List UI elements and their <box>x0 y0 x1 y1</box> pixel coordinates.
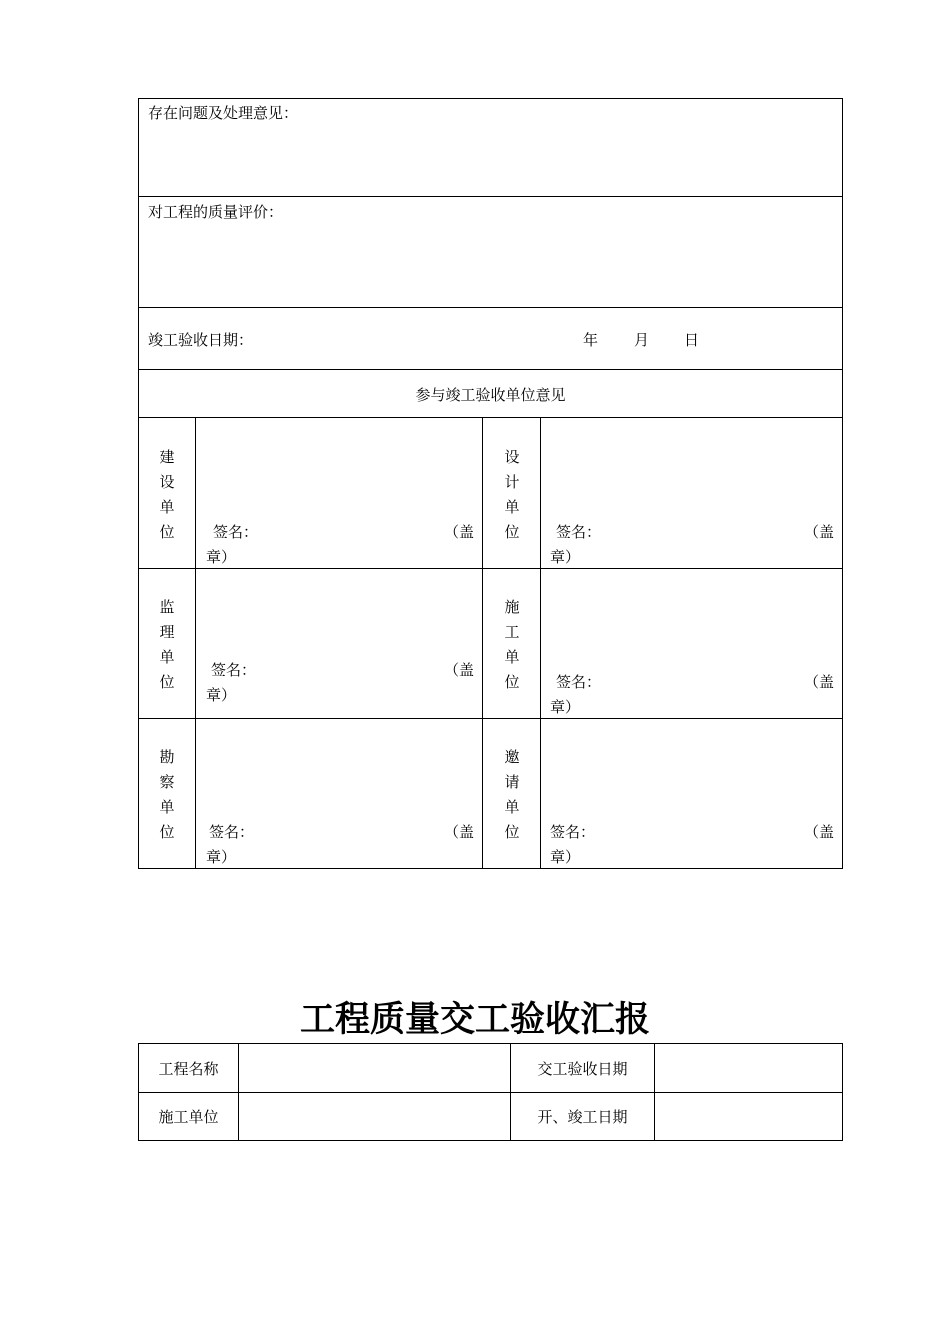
contractor-field[interactable] <box>239 1093 510 1140</box>
date-month-label: 月 <box>634 331 650 349</box>
project-name-label: 工程名称 <box>158 1060 219 1078</box>
start-finish-date-label: 开、竣工日期 <box>537 1108 628 1126</box>
form1-col-divider <box>540 417 541 869</box>
form1-border-left <box>138 98 139 869</box>
start-finish-date-field[interactable] <box>655 1093 842 1140</box>
date-day-label: 日 <box>684 331 700 349</box>
handover-date-field[interactable] <box>655 1044 842 1092</box>
form1-divider <box>138 718 843 719</box>
form1-border-bottom <box>138 868 843 869</box>
form2-border-right <box>842 1043 843 1141</box>
seal-label-open: （盖 <box>444 661 475 679</box>
unit-name-construction: 建设单位 <box>159 448 175 541</box>
unit-name-contractor: 施工单位 <box>504 598 520 691</box>
form1-divider <box>138 417 843 418</box>
form1-border-right <box>842 98 843 869</box>
seal-label-close: 章） <box>206 548 237 566</box>
seal-label-close: 章） <box>550 698 581 716</box>
seal-label-open: （盖 <box>804 523 835 541</box>
seal-label-close: 章） <box>206 686 237 704</box>
seal-label-close: 章） <box>550 548 581 566</box>
unit-name-invited: 邀请单位 <box>504 748 520 841</box>
sign-label: 签名： <box>209 823 255 841</box>
form2-border-bottom <box>138 1140 843 1141</box>
project-name-field[interactable] <box>239 1044 510 1092</box>
form2-title: 工程质量交工验收汇报 <box>299 999 650 1040</box>
completion-date-label: 竣工验收日期： <box>148 331 254 349</box>
seal-label-close: 章） <box>206 848 237 866</box>
unit-name-design: 设计单位 <box>504 448 520 541</box>
sign-label: 签名： <box>556 523 602 541</box>
form1-divider <box>138 307 843 308</box>
date-year-label: 年 <box>583 331 599 349</box>
quality-evaluation-label: 对工程的质量评价： <box>148 203 284 221</box>
contractor-label: 施工单位 <box>158 1108 219 1126</box>
form1-divider <box>138 369 843 370</box>
problems-label: 存在问题及处理意见： <box>148 104 299 122</box>
form1-col-divider <box>482 417 483 869</box>
seal-label-open: （盖 <box>444 823 475 841</box>
opinions-heading: 参与竣工验收单位意见 <box>415 386 566 404</box>
form1-divider <box>138 568 843 569</box>
form1-divider <box>138 196 843 197</box>
sign-label: 签名： <box>550 823 596 841</box>
form1-border-top <box>138 98 843 99</box>
handover-date-label: 交工验收日期 <box>537 1060 628 1078</box>
unit-name-survey: 勘察单位 <box>159 748 175 841</box>
sign-label: 签名： <box>556 673 602 691</box>
unit-name-supervision: 监理单位 <box>159 598 175 691</box>
seal-label-close: 章） <box>550 848 581 866</box>
sign-label: 签名： <box>211 661 257 679</box>
seal-label-open: （盖 <box>804 673 835 691</box>
seal-label-open: （盖 <box>804 823 835 841</box>
seal-label-open: （盖 <box>444 523 475 541</box>
form1-col-divider <box>195 417 196 869</box>
sign-label: 签名： <box>213 523 259 541</box>
